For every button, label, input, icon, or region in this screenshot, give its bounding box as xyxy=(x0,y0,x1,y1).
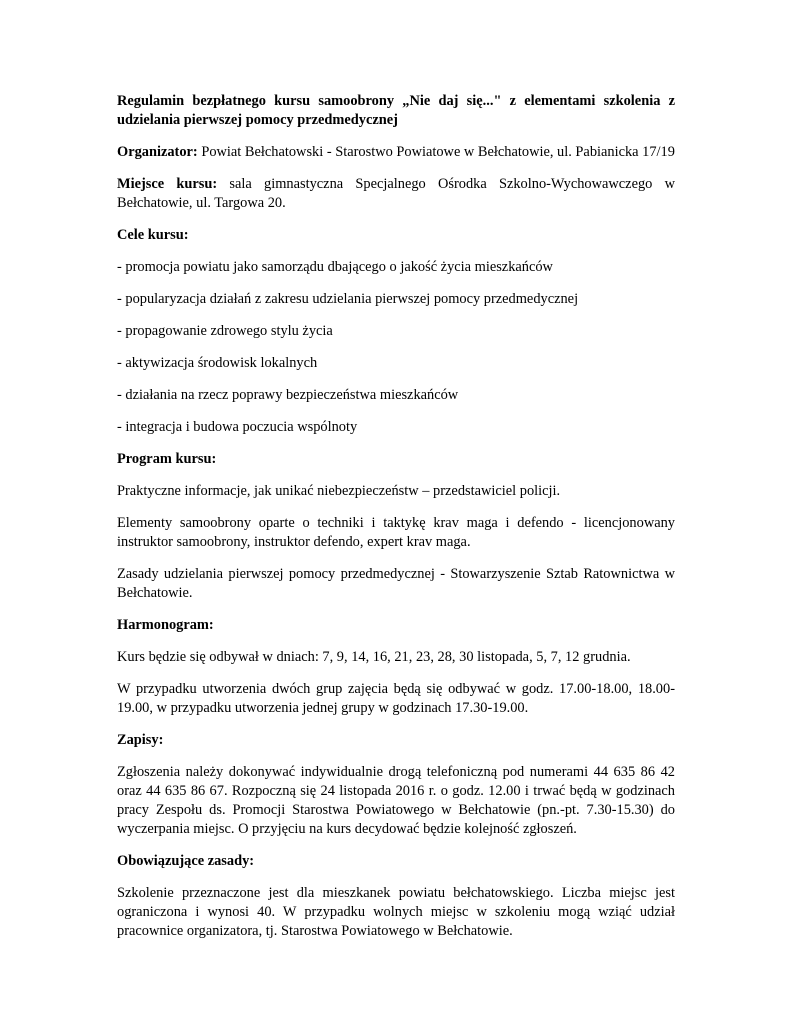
schedule-heading: Harmonogram: xyxy=(117,617,214,633)
program-heading: Program kursu: xyxy=(117,451,217,467)
schedule-item: Kurs będzie się odbywał w dniach: 7, 9, 14, 16, 21, 23, 28, 30 listopada, 5, 7, 12 grudnia. xyxy=(117,649,631,665)
goal-item: - działania na rzecz poprawy bezpieczeństwa mieszkańców xyxy=(117,387,459,403)
location-label: Miejsce kursu: xyxy=(117,176,218,192)
document-page xyxy=(117,92,675,954)
location-value: sala gimnastyczna Specjalnego Ośrodka Szkolno-Wychowawczego w Bełchatowie, ul. Targowa 20. xyxy=(117,176,675,211)
document-title: Regulamin bezpłatnego kursu samoobrony „Nie daj się..." z elementami szkolenia z udzielania pierwszej pomocy przedmedycznej xyxy=(117,93,675,128)
goal-item: - popularyzacja działań z zakresu udzielania pierwszej pomocy przedmedycznej xyxy=(117,291,579,307)
organizer-line xyxy=(117,143,675,162)
organizer-label: Organizator: xyxy=(117,144,198,160)
location-line xyxy=(117,175,675,213)
organizer-value: Powiat Bełchatowski - Starostwo Powiatowe w Bełchatowie, ul. Pabianicka 17/19 xyxy=(197,144,675,160)
goals-heading: Cele kursu: xyxy=(117,227,189,243)
goal-item: - aktywizacja środowisk lokalnych xyxy=(117,355,318,371)
goal-item: - integracja i budowa poczucia wspólnoty xyxy=(117,419,358,435)
program-item: Zasady udzielania pierwszej pomocy przedmedycznej - Stowarzyszenie Sztab Ratownictwa w Bełchatowie. xyxy=(117,566,675,601)
registration-heading: Zapisy: xyxy=(117,732,164,748)
schedule-item: W przypadku utworzenia dwóch grup zajęcia będą się odbywać w godz. 17.00-18.00, 18.00-19.00, w przypadku utworzenia jednej grupy w godzinach 17.30-19.00. xyxy=(117,681,675,716)
goal-item: - propagowanie zdrowego stylu życia xyxy=(117,323,333,339)
registration-text: Zgłoszenia należy dokonywać indywidualnie drogą telefoniczną pod numerami 44 635 86 42 oraz 44 635 86 67. Rozpoczną się 24 listopada 2016 r. o godz. 12.00 i trwać będą w godzinach pracy Zespołu ds. Promocji Starostwa Powiatowego w Bełchatowie (pn.-pt. 7.30-15.30) do wyczerpania miejsc. O przyjęciu na kurs decydować będzie kolejność zgłoszeń. xyxy=(117,764,675,837)
program-item: Elementy samoobrony oparte o techniki i taktykę krav maga i defendo - licencjonowany instruktor samoobrony, instruktor defendo, expert krav maga. xyxy=(117,515,675,550)
rules-text: Szkolenie przeznaczone jest dla mieszkanek powiatu bełchatowskiego. Liczba miejsc jest ograniczona i wynosi 40. W przypadku wolnych miejsc w szkoleniu mogą wziąć udział pracownice organizatora, tj. Starostwa Powiatowego w Bełchatowie. xyxy=(117,885,675,939)
goal-item: - promocja powiatu jako samorządu dbającego o jakość życia mieszkańców xyxy=(117,259,553,275)
rules-heading: Obowiązujące zasady: xyxy=(117,853,255,869)
program-item: Praktyczne informacje, jak unikać niebezpieczeństw – przedstawiciel policji. xyxy=(117,483,561,499)
